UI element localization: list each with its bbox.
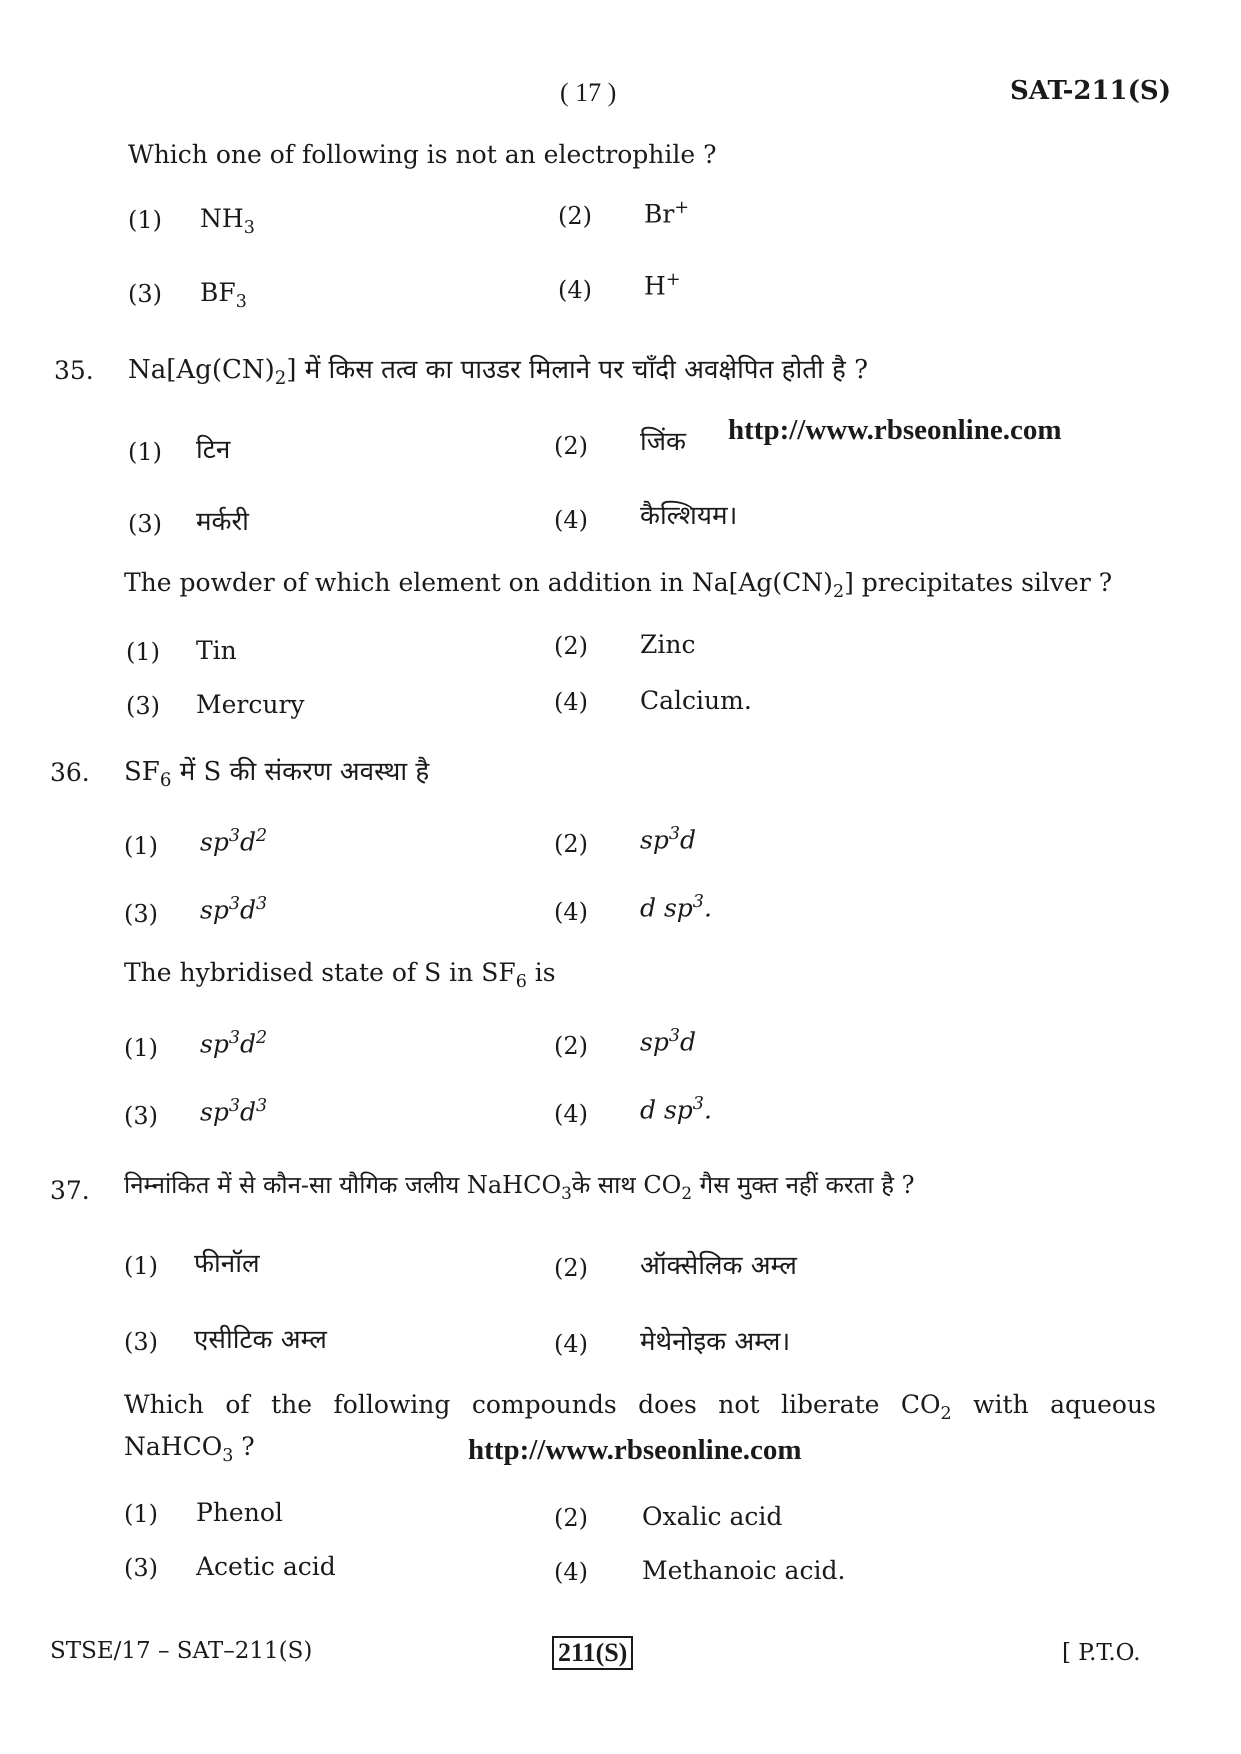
q35-number: 35. [54,356,94,385]
q36-en-question: The hybridised state of S in $SF_6$ is [124,958,556,992]
q34-opt1: $NH_3$ [200,204,255,238]
q37-e-opt1-num: (1) [124,1500,158,1528]
q37-h-opt1: फीनॉल [194,1249,260,1279]
q35-h-opt1-num: (1) [128,438,162,466]
q36-en-opt1-num: (1) [124,1034,158,1062]
q35-h-opt2: जिंक [640,427,686,457]
q36-number: 36. [50,758,90,787]
q35-en-question: The powder of which element on addition in $Na[Ag(CN)_2]$ precipitates silver ? [124,568,1113,602]
q36-opt4: d $sp^3$. [640,892,712,923]
q36-opt2: $sp^3d$ [640,824,696,855]
q37-hindi-question: निम्नांकित में से कौन-सा यौगिक जलीय NaHCO$_3$के साथ $CO_2$ गैस मुक्त नहीं करता है ? [124,1171,915,1203]
q35-h-opt4: कैल्शियम। [640,501,738,531]
q37-e-opt4-num: (4) [554,1558,588,1586]
q35-e-opt3: Mercury [196,690,305,719]
q35-e-opt1-num: (1) [126,638,160,666]
q36-opt2-num: (2) [554,830,588,858]
q34-opt4-num: (4) [558,276,592,304]
q35-e-opt1: Tin [196,636,237,665]
q34-opt2: Br+ [644,198,689,229]
q35-h-opt4-num: (4) [554,506,588,534]
q36-opt1-num: (1) [124,832,158,860]
q36-en-opt2-num: (2) [554,1032,588,1060]
page-number: ( 17 ) [560,78,617,107]
q35-h-opt3-num: (3) [128,510,162,538]
q34-opt4: H+ [644,270,681,301]
q37-e-opt4: Methanoic acid. [642,1556,846,1585]
q35-e-opt2: Zinc [640,630,696,659]
q36-opt3-num: (3) [124,900,158,928]
q37-h-opt2-num: (2) [554,1254,588,1282]
footer-left: STSE/17 – SAT–211(S) [50,1638,313,1664]
footer-pto: [ P.T.O. [1062,1640,1141,1666]
q36-en-opt2: $sp^3d$ [640,1026,696,1057]
q35-hindi-question: $Na[Ag(CN)_2]$ में किस तत्व का पाउडर मिलाने पर चाँदी अवक्षेपित होती है ? [128,355,869,390]
q36-opt1: $sp^3d^2$ [200,826,268,857]
q36-hindi-question: $SF_6$ में S की संकरण अवस्था है [124,757,430,792]
q36-en-opt4: d $sp^3$. [640,1094,712,1125]
watermark-url-2[interactable]: http://www.rbseonline.com [468,1434,802,1466]
q37-h-opt2: ऑक्सेलिक अम्ल [640,1251,797,1281]
q37-h-opt4: मेथेनोइक अम्ल। [640,1327,791,1357]
q36-en-opt4-num: (4) [554,1100,588,1128]
q36-en-opt3-num: (3) [124,1102,158,1130]
q34-question: Which one of following is not an electrophile ? [128,140,717,169]
q37-en-line1: Which of the following compounds does not liberate $CO_2$ with aqueous [124,1390,1156,1424]
q36-opt3: $sp^3d^3$ [200,894,268,925]
q37-e-opt3: Acetic acid [196,1552,336,1581]
q37-e-opt1: Phenol [196,1498,283,1527]
q37-e-opt3-num: (3) [124,1554,158,1582]
q35-h-opt2-num: (2) [554,432,588,460]
q34-opt3: $BF_3$ [200,278,247,312]
paper-code: SAT-211(S) [1010,76,1172,106]
q35-h-opt1: टिन [196,435,231,465]
q37-en-line2: NaHCO$_3$ ? [124,1432,255,1466]
watermark-url-1[interactable]: http://www.rbseonline.com [728,414,1062,446]
q34-opt3-num: (3) [128,280,162,308]
q37-h-opt1-num: (1) [124,1252,158,1280]
q36-en-opt1: $sp^3d^2$ [200,1028,268,1059]
q35-h-opt3: मर्करी [196,507,249,537]
q37-h-opt3: एसीटिक अम्ल [194,1325,327,1355]
q35-e-opt3-num: (3) [126,692,160,720]
q36-en-opt3: $sp^3d^3$ [200,1096,268,1127]
footer-code-box: 211(S) [552,1636,633,1670]
q34-opt1-num: (1) [128,206,162,234]
q37-number: 37. [50,1176,90,1205]
q35-e-opt4: Calcium. [640,686,752,715]
q35-e-opt2-num: (2) [554,632,588,660]
q36-opt4-num: (4) [554,898,588,926]
q37-e-opt2: Oxalic acid [642,1502,783,1531]
q37-h-opt3-num: (3) [124,1328,158,1356]
q35-e-opt4-num: (4) [554,688,588,716]
q34-opt2-num: (2) [558,202,592,230]
q37-e-opt2-num: (2) [554,1504,588,1532]
q37-h-opt4-num: (4) [554,1330,588,1358]
